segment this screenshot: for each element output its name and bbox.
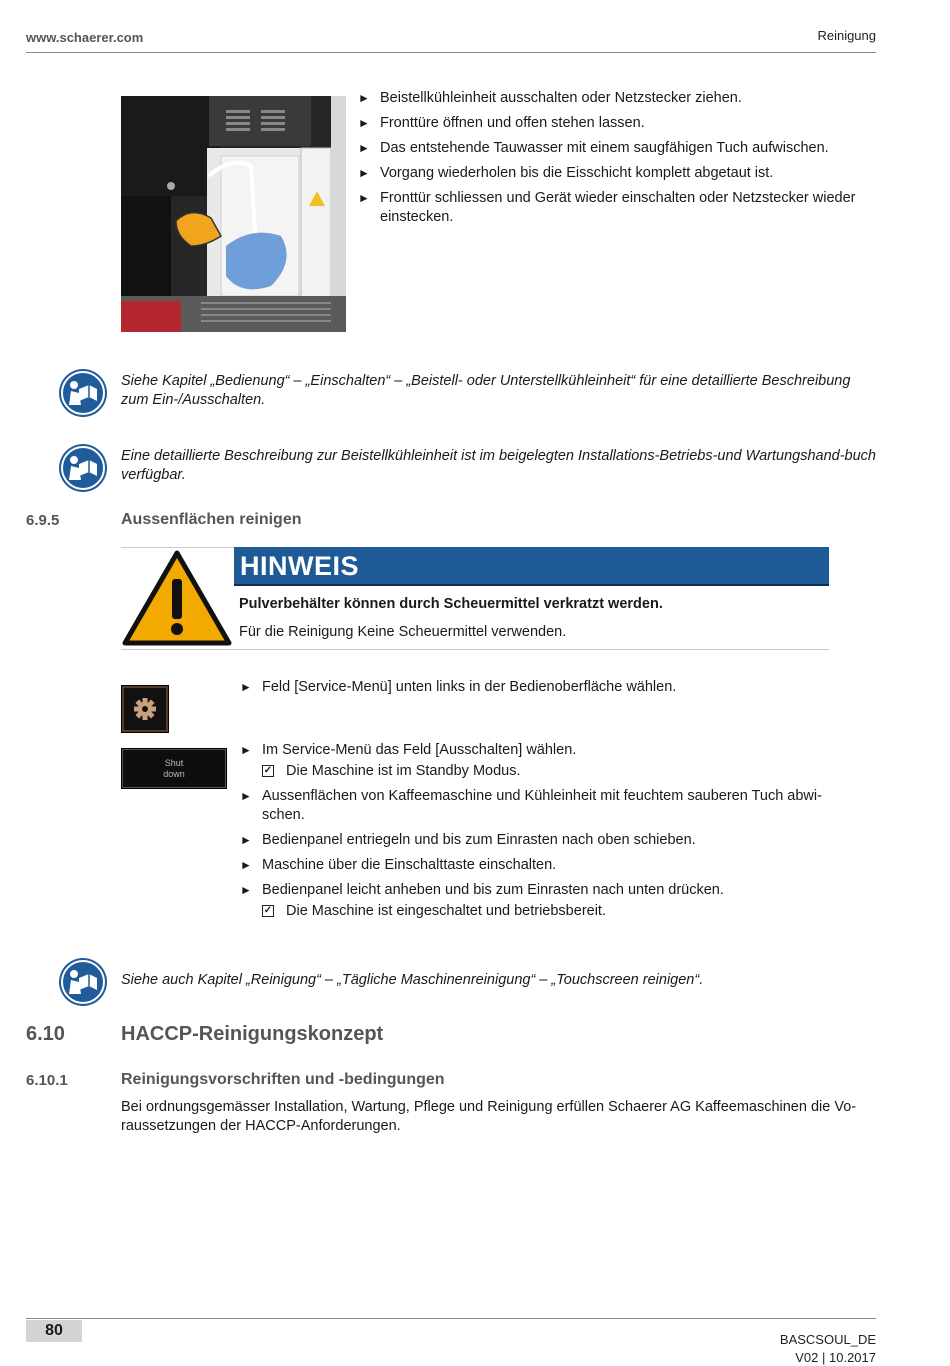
list-item: ► Maschine über die Einschalttaste einschalten. [240,857,557,873]
list-item: ► Vorgang wiederholen bis die Eisschicht komplett abgetaut ist. [358,165,774,181]
read-manual-icon [59,444,107,492]
header-divider [26,52,876,53]
section-title: HACCP-Reinigungskonzept [121,1023,384,1045]
doc-version: V02 | 10.2017 [795,1350,876,1365]
list-item: ► Fronttüre öffnen und offen stehen lassen. [358,115,645,131]
arrow-right-icon: ► [358,191,370,205]
result-item: ✓ Die Maschine ist eingeschaltet und betriebsbereit. [263,903,606,919]
list-item: ► Feld [Service-Menü] unten links in der Bedienoberfläche wählen. [240,679,677,695]
arrow-right-icon: ► [240,883,252,897]
note-text: Siehe auch Kapitel „Reinigung“ – „Tägliche Maschinenreinigung“ – „Touchscreen reinigen“. [121,972,704,988]
doc-id: BASCSOUL_DE [779,1332,876,1347]
section-body: Bei ordnungsgemässer Installation, Wartung, Pflege und Reinigung erfüllen Schaerer AG Kaffeemaschinen die Vo-raussetzungen der HACCP-Anforderungen. [121,1099,857,1134]
arrow-right-icon: ► [358,166,370,180]
section-title: Reinigungsvorschriften und -bedingungen [121,1071,445,1088]
chapter-title: Reinigung [817,28,876,43]
arrow-right-icon: ► [240,743,252,757]
list-item: ► Fronttür schliessen und Gerät wieder einschalten oder Netzstecker wieder einstecken. [358,190,856,225]
arrow-right-icon: ► [240,680,252,694]
page-number: 80 [26,1320,82,1342]
checkbox-checked-icon: ✓ [263,905,273,916]
list-item: ► Bedienpanel leicht anheben und bis zum Einrasten nach unten drücken. ✓ Die Maschine ist eingeschaltet und betriebsbereit. [240,881,850,921]
list-item: ► Im Service-Menü das Feld [Ausschalten] wählen. ✓ Die Maschine ist im Standby Modus. [240,741,850,781]
arrow-right-icon: ► [358,141,370,155]
note-text: Siehe Kapitel „Bedienung“ – „Einschalten“ – „Beistell- oder Unterstellkühleinheit“ für eine detaillierte Beschreibung zum Ein-/Ausschalten. [121,373,851,408]
shut-down-button[interactable]: Shut down [121,748,227,789]
cleaning-steps [240,741,850,927]
section-number: 6.9.5 [26,512,60,529]
service-menu-button[interactable] [121,685,169,733]
arrow-right-icon: ► [240,833,252,847]
warning-triangle-icon [121,549,233,647]
arrow-right-icon: ► [358,91,370,105]
hinweis-text: Für die Reinigung Keine Scheuermittel verwenden. [239,624,567,640]
read-manual-icon [59,369,107,417]
checkbox-checked-icon: ✓ [263,765,273,776]
hinweis-bold-text: Pulverbehälter können durch Scheuermittel verkratzt werden. [239,596,663,612]
website-url: www.schaerer.com [26,30,144,45]
result-item: ✓ Die Maschine ist im Standby Modus. [263,763,521,779]
defrost-steps [358,89,878,233]
arrow-right-icon: ► [240,858,252,872]
list-item: ► Aussenflächen von Kaffeemaschine und Kühleinheit mit feuchtem sauberen Tuch abwi-schen. [240,788,822,823]
list-item: ► Das entstehende Tauwasser mit einem saugfähigen Tuch aufwischen. [358,140,829,156]
list-item: ► Beistellkühleinheit ausschalten oder Netzstecker ziehen. [358,90,742,106]
arrow-right-icon: ► [358,116,370,130]
read-manual-icon [59,958,107,1006]
section-number: 6.10.1 [26,1072,68,1089]
section-number: 6.10 [26,1023,65,1045]
list-item: ► Bedienpanel entriegeln und bis zum Einrasten nach oben schieben. [240,832,696,848]
arrow-right-icon: ► [240,789,252,803]
hinweis-bottom-rule [121,649,829,650]
footer-divider [26,1318,876,1319]
note-text: Eine detaillierte Beschreibung zur Beistellkühleinheit ist im beigelegten Installations-Betriebs-und Wartungshand-buch verfügbar. [121,448,876,483]
hinweis-title: HINWEIS [240,551,360,581]
service-step [240,678,860,703]
hinweis-banner [234,547,829,586]
cooling-unit-photo [121,96,346,332]
section-title: Aussenflächen reinigen [121,511,302,528]
